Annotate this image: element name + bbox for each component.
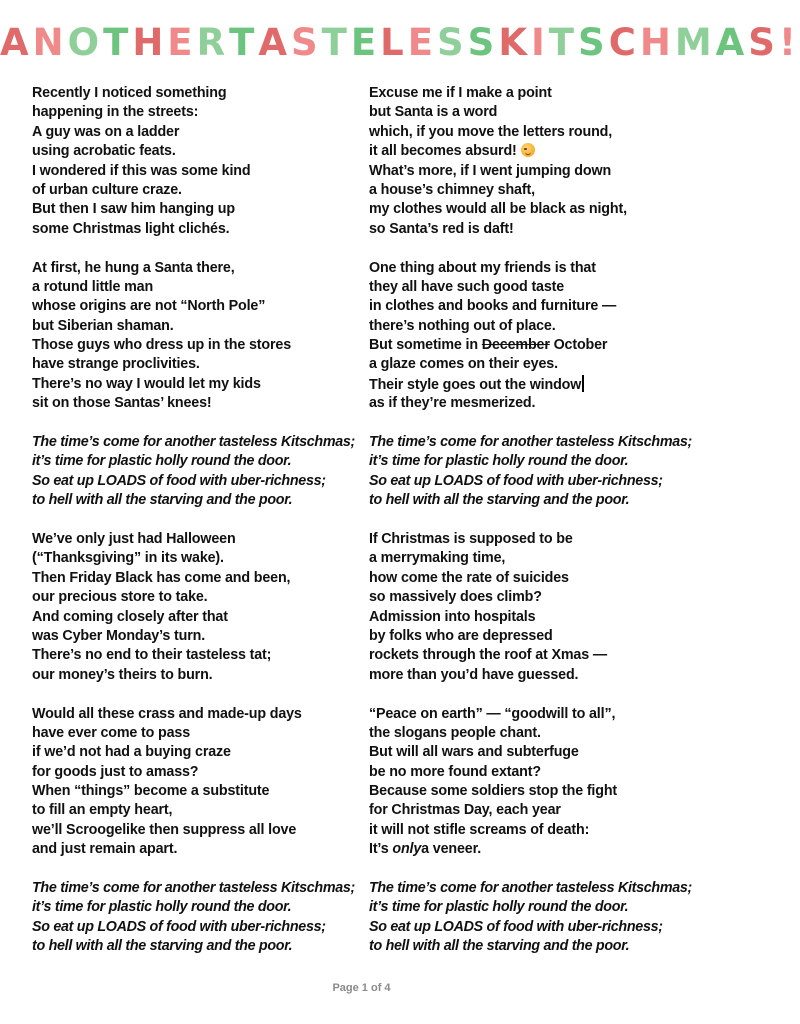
poem-line: There’s no way I would let my kids xyxy=(32,375,261,392)
poem-line: was Cyber Monday’s turn. xyxy=(32,627,206,644)
title-letter: H xyxy=(640,18,675,68)
poem-line: happening in the streets: xyxy=(32,104,199,121)
poem-line: more than you’d have guessed. xyxy=(369,666,579,683)
title-letter: T xyxy=(229,18,258,68)
title-letter: S xyxy=(578,18,609,68)
verse-stanza xyxy=(369,705,709,860)
verse-stanza xyxy=(32,259,372,414)
poem-line: my clothes would all be black as night, xyxy=(369,201,627,218)
winking-face-icon xyxy=(521,143,535,157)
poem-line: it’s time for plastic holly round the door. xyxy=(32,899,292,916)
left-column xyxy=(32,84,372,976)
poem-line: of urban culture craze. xyxy=(32,181,182,198)
poem-line: One thing about my friends is that xyxy=(369,259,596,276)
title-letter: N xyxy=(33,18,68,68)
poem-line: sit on those Santas’ knees! xyxy=(32,395,212,412)
poem-line: And coming closely after that xyxy=(32,608,228,625)
poem-line: Excuse me if I make a point xyxy=(369,85,552,101)
title-letter: S xyxy=(291,18,322,68)
title-letter: L xyxy=(380,18,408,68)
poem-line: but Santa is a word xyxy=(369,104,498,121)
poem-line: be no more found extant? xyxy=(369,763,541,780)
title-letter: T xyxy=(322,18,351,68)
poem-line: What’s more, if I went jumping down xyxy=(369,162,612,179)
chorus-stanza xyxy=(369,433,709,511)
title-letter: C xyxy=(609,18,640,68)
title-letter: A xyxy=(258,18,291,68)
poem-line: We’ve only just had Halloween xyxy=(32,530,236,547)
poem-line: So eat up LOADS of food with uber-richness; xyxy=(32,472,326,489)
title-letter: A xyxy=(716,18,749,68)
poem-line: Because some soldiers stop the fight xyxy=(369,783,618,800)
verse-stanza xyxy=(369,530,709,685)
title-letter: M xyxy=(675,18,716,68)
poem-line: it’s time for plastic holly round the door. xyxy=(32,453,292,470)
title-letter: R xyxy=(197,18,230,68)
poem-line: (“Thanksgiving” in its wake). xyxy=(32,550,224,567)
title-letter: ! xyxy=(779,18,800,68)
title-letter: S xyxy=(468,18,499,68)
poem-line: I wondered if this was some kind xyxy=(32,162,251,179)
title-letter: E xyxy=(408,18,437,68)
title-letter: A xyxy=(0,18,33,68)
poem-line: for goods just to amass? xyxy=(32,763,199,780)
poem-line: there’s nothing out of place. xyxy=(369,317,556,334)
chorus-stanza xyxy=(369,879,709,957)
poem-line: There’s no end to their tasteless tat; xyxy=(32,647,272,664)
poem-line: if we’d not had a buying craze xyxy=(32,744,231,761)
title-letter: T xyxy=(549,18,578,68)
verse-stanza xyxy=(32,530,372,685)
poem-line: some Christmas light clichés. xyxy=(32,220,230,237)
poem-line: So eat up LOADS of food with uber-richness; xyxy=(369,918,663,935)
poem-line: our precious store to take. xyxy=(32,589,208,606)
poem-line: Their style goes out the window xyxy=(369,375,709,394)
poem-line: using acrobatic feats. xyxy=(32,143,176,160)
poem-line: “Peace on earth” — “goodwill to all”, xyxy=(369,705,616,722)
title-letter: S xyxy=(437,18,468,68)
poem-line: it’s time for plastic holly round the door. xyxy=(369,899,629,916)
title-letter: E xyxy=(351,18,380,68)
poem-line: At first, he hung a Santa there, xyxy=(32,259,235,276)
poem-line: The time’s come for another tasteless Kitschmas; xyxy=(369,434,693,451)
poem-line: Admission into hospitals xyxy=(369,608,536,625)
poem-line: Those guys who dress up in the stores xyxy=(32,337,291,354)
title-letter: K xyxy=(498,18,531,68)
poem-line: a merrymaking time, xyxy=(369,550,506,567)
poem-line: in clothes and books and furniture — xyxy=(369,298,617,315)
poem-line: Would all these crass and made-up days xyxy=(32,705,302,722)
poem-line: it all becomes absurd! xyxy=(369,142,709,161)
poem-line: whose origins are not “North Pole” xyxy=(32,298,266,315)
poem-line: The time’s come for another tasteless Kitschmas; xyxy=(369,880,693,897)
poem-line: our money’s theirs to burn. xyxy=(32,666,213,683)
verse-stanza xyxy=(369,259,709,414)
poem-line: The time’s come for another tasteless Kitschmas; xyxy=(32,434,356,451)
poem-line: The time’s come for another tasteless Kitschmas; xyxy=(32,880,356,897)
title-letter: S xyxy=(748,18,779,68)
title-letter: H xyxy=(132,18,167,68)
poem-line: If Christmas is supposed to be xyxy=(369,530,573,547)
emphasis-only: only xyxy=(392,841,422,858)
verse-stanza xyxy=(32,84,372,239)
poem-line: to hell with all the starving and the poor. xyxy=(369,938,630,955)
title-letter: O xyxy=(68,18,103,68)
poem-line: a house’s chimney shaft, xyxy=(369,181,535,198)
poem-line: it’s time for plastic holly round the door. xyxy=(369,453,629,470)
poem-line: by folks who are depressed xyxy=(369,627,553,644)
poem-line: So eat up LOADS of food with uber-richness; xyxy=(32,918,326,935)
poem-line: Then Friday Black has come and been, xyxy=(32,569,291,586)
poem-line: to hell with all the starving and the poor. xyxy=(369,492,630,509)
poem-line: to hell with all the starving and the poor. xyxy=(32,938,293,955)
poem-line: it will not stifle screams of death: xyxy=(369,821,590,838)
poem-line: have ever come to pass xyxy=(32,724,191,741)
verse-stanza xyxy=(32,705,372,860)
poem-line: so massively does climb? xyxy=(369,589,542,606)
poem-line: as if they’re mesmerized. xyxy=(369,395,536,412)
poem-line: But then I saw him hanging up xyxy=(32,201,235,218)
poem-line: to hell with all the starving and the poor. xyxy=(32,492,293,509)
page-number: Page 1 of 4 xyxy=(332,982,391,994)
poem-line: to fill an empty heart, xyxy=(32,802,173,819)
title-letter: E xyxy=(167,18,196,68)
page-title xyxy=(0,18,800,68)
poem-line: we’ll Scroogelike then suppress all love xyxy=(32,821,297,838)
poem-line: the slogans people chant. xyxy=(369,724,541,741)
poem-line: have strange proclivities. xyxy=(32,356,200,373)
poem-line: which, if you move the letters round, xyxy=(369,123,613,140)
poem-line: But sometime in December October xyxy=(369,337,608,354)
poem-line: rockets through the roof at Xmas — xyxy=(369,647,607,664)
poem-line: But will all wars and subterfuge xyxy=(369,744,579,761)
right-column xyxy=(369,84,709,976)
verse-stanza xyxy=(369,84,709,239)
chorus-stanza xyxy=(32,879,372,957)
poem-line: but Siberian shaman. xyxy=(32,317,174,334)
poem-line: So eat up LOADS of food with uber-richness; xyxy=(369,472,663,489)
poem-line: Recently I noticed something xyxy=(32,85,227,101)
poem-line: a glaze comes on their eyes. xyxy=(369,356,558,373)
title-letter: I xyxy=(531,18,549,68)
title-letter: T xyxy=(103,18,132,68)
poem-line: When “things” become a substitute xyxy=(32,783,270,800)
poem-line: so Santa’s red is daft! xyxy=(369,220,514,237)
poem-line: for Christmas Day, each year xyxy=(369,802,561,819)
poem-line: they all have such good taste xyxy=(369,278,565,295)
poem-line: A guy was on a ladder xyxy=(32,123,180,140)
poem-line: a rotund little man xyxy=(32,278,154,295)
text-cursor[interactable] xyxy=(582,375,584,392)
poem-line: It’s onlya veneer. xyxy=(369,841,482,858)
poem-line: how come the rate of suicides xyxy=(369,569,569,586)
poem-line: and just remain apart. xyxy=(32,841,178,858)
struck-month: December xyxy=(481,337,550,354)
chorus-stanza xyxy=(32,433,372,511)
